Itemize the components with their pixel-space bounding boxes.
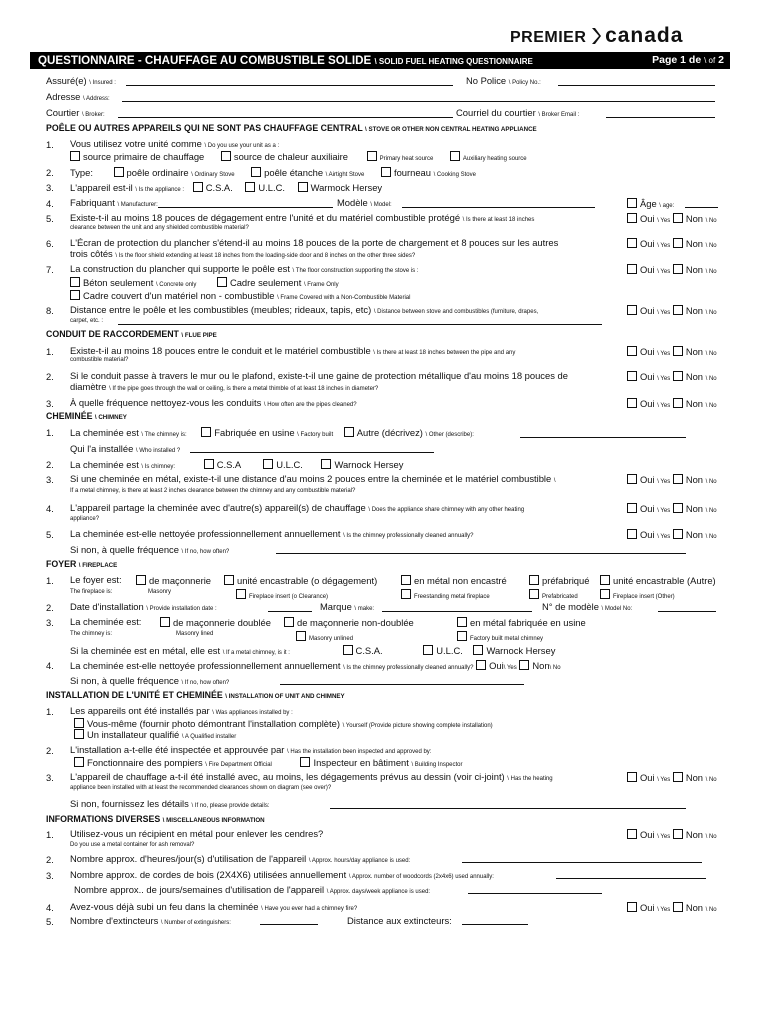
q-number: 4.: [46, 660, 54, 671]
fp-insert-other-en-checkbox[interactable]: [600, 589, 610, 599]
q-number: 5.: [46, 529, 54, 540]
fp-factory-metal-en-checkbox[interactable]: [457, 631, 467, 641]
fp-masonry-unlined-en-checkbox[interactable]: [296, 631, 306, 641]
chimney-frequency-field[interactable]: [276, 553, 686, 554]
fp-c1: de maçonnerie doublée: [160, 617, 271, 628]
yes-checkbox[interactable]: [627, 371, 637, 381]
age-field[interactable]: [685, 207, 718, 208]
install-q3-yesno: Oui \ Yes Non \ No: [627, 772, 717, 784]
installation-section-heading: INSTALLATION DE L'UNITÉ ET CHEMINÉE \ INSTALLATION OF UNIT AND CHIMNEY: [46, 690, 345, 700]
install-q1-o1: Vous-même (fournir photo démontrant l'installation complète) \ Yourself (Provide picture showing complete installation): [74, 718, 493, 730]
chimney-q4-en: appliance?: [70, 516, 100, 522]
fp-masonry-unlined-checkbox[interactable]: [284, 617, 294, 627]
q-number: 3.: [46, 617, 54, 628]
flue-q1-yesno: Oui \ Yes Non \ No: [627, 346, 717, 358]
fp-o3: en métal non encastré: [401, 575, 507, 586]
csa-checkbox[interactable]: [193, 182, 203, 192]
fp-csa-checkbox[interactable]: [343, 645, 353, 655]
yes-checkbox[interactable]: [627, 503, 637, 513]
yes-checkbox[interactable]: [627, 398, 637, 408]
q-number: 1.: [46, 575, 54, 586]
misc-q4-yesno: Oui \ Yes Non \ No: [627, 902, 717, 914]
fp-insert-zero-checkbox[interactable]: [224, 575, 234, 585]
no-checkbox[interactable]: [673, 371, 683, 381]
hours-per-day-field[interactable]: [462, 862, 702, 863]
fp-freestanding-en-checkbox[interactable]: [401, 589, 411, 599]
misc-q2: Nombre approx. d'heures/jour(s) d'utilisation de l'appareil \ Approx. hours/day appliance is used:: [70, 853, 411, 864]
fp-prefab-en-checkbox[interactable]: [529, 589, 539, 599]
frame-only-checkbox[interactable]: [217, 277, 227, 287]
flue-q2: Si le conduit passe à travers le mur ou le plafond, existe-t-il une gaine de protection métallique d'au moins 18 pouces de: [70, 370, 568, 381]
model-field[interactable]: [402, 207, 595, 208]
q-number: 2.: [46, 167, 54, 178]
fp-o4: préfabriqué: [529, 575, 589, 586]
no-checkbox[interactable]: [673, 503, 683, 513]
q-number: 3.: [46, 398, 54, 409]
fp-ulc-checkbox[interactable]: [423, 645, 433, 655]
chimney-q5b: Si non, à quelle fréquence \ If no, how often?: [70, 544, 230, 555]
q-number: 1.: [46, 427, 54, 438]
q-number: 1.: [46, 706, 54, 717]
misc-section-heading: INFORMATIONS DIVERSES \ MISCELLANEOUS INFORMATION: [46, 814, 265, 824]
q-number: 5.: [46, 213, 54, 224]
insured-field[interactable]: [126, 85, 453, 86]
chimney-q3-yesno: Oui \ Yes Non \ No: [627, 474, 717, 486]
qualified-installer-checkbox[interactable]: [74, 729, 84, 739]
q-number: 7.: [46, 264, 54, 275]
chimney-installer-field[interactable]: [190, 452, 434, 453]
primary-heat-checkbox[interactable]: [70, 151, 80, 161]
fp-prefab-checkbox[interactable]: [529, 575, 539, 585]
flue-q1: Existe-t-il au moins 18 pouces entre le conduit et le matériel combustible \ Is there at least 18 inches between the pipe and any: [70, 345, 516, 356]
fp-o5: unité encastrable (Autre): [600, 575, 716, 586]
manufacturer-field[interactable]: [158, 207, 333, 208]
no-checkbox[interactable]: [673, 213, 683, 223]
policy-field[interactable]: [558, 85, 715, 86]
flue-q2-line2: diamètre \ If the pipe goes through the wall or ceiling, is there a metal thimble of at least 18 inches in diameter?: [70, 381, 379, 392]
fp-model-label: N° de modèle \ Model No:: [542, 601, 633, 612]
q-number: 3.: [46, 182, 54, 193]
auxiliary-heat-en-checkbox[interactable]: [450, 151, 460, 161]
fp-q4: La cheminée est-elle nettoyée professionnellement annuellement \ Is the chimney professionally cleaned annually? Oui\ Yes Non\ No: [70, 660, 561, 671]
install-q3: L'appareil de chauffage a-t-il été installé avec, au moins, les dégagements prévus au dessin (voir ci-joint) \ Has the heating: [70, 771, 553, 782]
install-q1: Les appareils ont été installés par \ Was appliances installed by :: [70, 705, 293, 716]
extinguishers-field[interactable]: [260, 924, 318, 925]
ordinary-stove-checkbox[interactable]: [114, 167, 124, 177]
yes-checkbox[interactable]: [627, 238, 637, 248]
chimney-installer-label: Qui l'a installée \ Who installed ?: [70, 443, 181, 454]
q-number: 3.: [46, 870, 54, 881]
q-number: 5.: [46, 916, 54, 927]
stove-q5-yesno: Oui \ Yes Non \ No: [627, 213, 717, 225]
factory-built-checkbox[interactable]: [201, 427, 211, 437]
stove-q6-line2: trois côtés \ Is the floor shield extending at least 18 inches from the loading-side door and 8 inches on the other three sides?: [70, 248, 416, 259]
misc-q3b: Nombre approx.. de jours/semaines d'utilisation de l'appareil \ Approx. days/week appliance is used:: [74, 884, 431, 895]
extinguisher-distance-label: Distance aux extincteurs:: [347, 915, 452, 926]
yes-checkbox[interactable]: [627, 772, 637, 782]
stove-q7: La construction du plancher qui supporte le poêle est \ The floor construction supporting the stove is :: [70, 263, 419, 274]
fp-c2-en: Masonry unlined: [296, 631, 353, 643]
q-number: 1.: [46, 139, 54, 150]
age-checkbox[interactable]: [627, 198, 637, 208]
chimney-q4-yesno: Oui \ Yes Non \ No: [627, 503, 717, 515]
install-q3-en: appliance been installed with at least the recommended clearances shown on diagram (see over)?: [70, 785, 332, 791]
fp-chimney-label-en: The chimney is:: [70, 631, 113, 637]
frame-noncombustible-checkbox[interactable]: [70, 290, 80, 300]
no-checkbox[interactable]: [673, 346, 683, 356]
fp-install-date-label: Date d'installation \ Provide installation date :: [70, 601, 217, 612]
no-checkbox[interactable]: [673, 474, 683, 484]
install-q2-options: Fonctionnaire des pompiers \ Fire Department Official Inspecteur en bâtiment \ Building Inspector: [74, 757, 463, 769]
fp-c1-en: Masonry lined: [176, 631, 214, 637]
no-checkbox[interactable]: [673, 398, 683, 408]
yes-checkbox[interactable]: [627, 346, 637, 356]
fp-install-date-field[interactable]: [268, 611, 312, 612]
q-number: 2.: [46, 602, 54, 613]
fp-model-field[interactable]: [658, 611, 716, 612]
yes-checkbox[interactable]: [627, 529, 637, 539]
stove-q6-yesno: Oui \ Yes Non \ No: [627, 238, 717, 250]
woodcords-field[interactable]: [556, 878, 706, 879]
no-checkbox[interactable]: [673, 829, 683, 839]
days-per-week-field[interactable]: [468, 893, 602, 894]
airtight-stove-checkbox[interactable]: [251, 167, 261, 177]
install-q2: L'installation a-t-elle été inspectée et approuvée par \ Has the installation been inspected and approved by:: [70, 744, 432, 755]
flue-q2-yesno: Oui \ Yes Non \ No: [627, 371, 717, 383]
flue-section-heading: CONDUIT DE RACCORDEMENT \ FLUE PIPE: [46, 329, 217, 339]
flue-q1-en: combustible material?: [70, 357, 129, 363]
fp-c2: de maçonnerie non-doublée: [284, 617, 414, 628]
install-details-field[interactable]: [330, 808, 686, 809]
fp-q4-no-checkbox[interactable]: [519, 660, 529, 670]
q-number: 4.: [46, 198, 54, 209]
other-chimney-checkbox[interactable]: [344, 427, 354, 437]
stove-q8-yesno: Oui \ Yes Non \ No: [627, 305, 717, 317]
fp-freestanding-checkbox[interactable]: [401, 575, 411, 585]
no-checkbox[interactable]: [673, 305, 683, 315]
q-number: 6.: [46, 238, 54, 249]
chimney-csa-checkbox[interactable]: [204, 459, 214, 469]
chimney-ulc-checkbox[interactable]: [263, 459, 273, 469]
primary-heat-en-checkbox[interactable]: [367, 151, 377, 161]
q-number: 1.: [46, 346, 54, 357]
stove-q1-options: source primaire de chauffage source de chaleur auxiliaire Primary heat source Auxiliary heating source: [70, 151, 527, 163]
yes-checkbox[interactable]: [627, 264, 637, 274]
stove-q7-option3: Cadre couvert d'un matériel non - combustible \ Frame Covered with a Non-Combustible Material: [70, 290, 410, 302]
misc-q1-en: Do you use a metal container for ash removal?: [70, 842, 195, 848]
install-q1-o2: Un installateur qualifié \ A Qualified installer: [74, 729, 236, 741]
broker-field[interactable]: [118, 117, 453, 118]
fire-official-checkbox[interactable]: [74, 757, 84, 767]
chimney-q5-yesno: Oui \ Yes Non \ No: [627, 529, 717, 541]
fp-factory-metal-checkbox[interactable]: [457, 617, 467, 627]
stove-q8-en: carpet, etc. :: [70, 318, 104, 324]
concrete-only-checkbox[interactable]: [70, 277, 80, 287]
no-checkbox[interactable]: [673, 238, 683, 248]
fp-insert-other-checkbox[interactable]: [600, 575, 610, 585]
fp-make-field[interactable]: [382, 611, 532, 612]
broker-email-field[interactable]: [606, 117, 715, 118]
fp-o1-en: Masonry: [148, 589, 172, 595]
stove-q7-options: Béton seulement \ Concrete only Cadre seulement \ Frame Only: [70, 277, 339, 289]
fp-o3-en: Freestanding metal fireplace: [401, 589, 490, 601]
fireplace-q1-en: The fireplace is:: [70, 589, 113, 595]
fp-insert-zero-en-checkbox[interactable]: [236, 589, 246, 599]
age-label: Âge \ age:: [627, 198, 674, 210]
stove-q3: L'appareil est-il \ Is the appliance : C.S.A. U.L.C. Warmock Hersey: [70, 182, 383, 193]
q-number: 3.: [46, 474, 54, 485]
ulc-checkbox[interactable]: [245, 182, 255, 192]
fp-masonry-checkbox[interactable]: [136, 575, 146, 585]
fp-o2: unité encastrable (o dégagement): [224, 575, 377, 586]
install-q3b: Si non, fournissez les détails \ If no, please provide details:: [70, 798, 270, 809]
stove-q1: Vous utilisez votre unité comme \ Do you use your unit as a :: [70, 138, 280, 149]
broker-label: Courtier \ Broker:: [46, 107, 105, 118]
auxiliary-heat-checkbox[interactable]: [221, 151, 231, 161]
misc-q1-yesno: Oui \ Yes Non \ No: [627, 829, 717, 841]
building-inspector-checkbox[interactable]: [300, 757, 310, 767]
stove-q6: L'Écran de protection du plancher s'étend-il au moins 18 pouces de la porte de chargement et 8 pouces sur les autres: [70, 237, 559, 248]
chimney-section-heading: CHEMINÉE \ CHIMNEY: [46, 411, 127, 421]
extinguisher-distance-field[interactable]: [462, 924, 528, 925]
fp-metal-chimney: Si la cheminée est en métal, elle est \ If a metal chimney, is it : C.S.A. U.L.C. Warnock Hersey: [70, 645, 556, 656]
stove-q5: Existe-t-il au moins 18 pouces de dégagement entre l'unité et du matériel combustible protégé \ Is there at least 18 inches: [70, 212, 535, 223]
title-bar: [30, 52, 730, 69]
fp-c3-en: Factory built metal chimney: [457, 631, 543, 643]
chimney-q3-en: If a metal chimney, is there at least 2 inches clearance between the chimney and any combustible material?: [70, 488, 356, 494]
fireplace-section-heading: FOYER \ FIREPLACE: [46, 559, 118, 569]
installed-yourself-checkbox[interactable]: [74, 718, 84, 728]
yes-checkbox[interactable]: [627, 902, 637, 912]
fp-o2-en: Fireplace insert (o Clearance): [236, 589, 328, 601]
chimney-q3: Si une cheminée en métal, existe-t-il une distance d'au moins 2 pouces entre la cheminée et le matériel combustible \: [70, 473, 556, 484]
warmock-hersey-checkbox[interactable]: [298, 182, 308, 192]
chimney-q2: La cheminée est \ Is chimney: C.S.A U.L.C. Warnock Hersey: [70, 459, 404, 470]
logo-canada: canada: [605, 24, 684, 47]
stove-q5-en: clearance between the unit and any shielded combustible material?: [70, 225, 249, 231]
distance-field[interactable]: [118, 324, 602, 325]
fp-o4-en: Prefabricated: [529, 589, 578, 601]
yes-checkbox[interactable]: [627, 474, 637, 484]
chimney-q5: La cheminée est-elle nettoyée professionnellement annuellement \ Is the chimney professionally cleaned annually?: [70, 528, 474, 539]
no-checkbox[interactable]: [673, 902, 683, 912]
misc-q3: Nombre approx. de cordes de bois (2X4X6) utilisées annuellement \ Approx. number of woodcords (2x4x6) used annually:: [70, 869, 494, 880]
q-number: 2.: [46, 459, 54, 470]
no-checkbox[interactable]: [673, 264, 683, 274]
chimney-warnock-checkbox[interactable]: [321, 459, 331, 469]
policy-label: No Police \ Policy No.:: [466, 75, 541, 86]
chimney-q4: L'appareil partage la cheminée avec d'autre(s) appareil(s) de chauffage \ Does the appliance share chimney with any other heating: [70, 502, 525, 513]
fp-o1: de maçonnerie: [136, 575, 211, 586]
misc-q1: Utilisez-vous un récipient en métal pour enlever les cendres?: [70, 828, 324, 839]
fp-o5-en: Fireplace insert (Other): [600, 589, 675, 601]
q-number: 1.: [46, 829, 54, 840]
flue-q3-yesno: Oui \ Yes Non \ No: [627, 398, 717, 410]
q-number: 4.: [46, 902, 54, 913]
stove-q7-yesno: Oui \ Yes Non \ No: [627, 264, 717, 276]
q-number: 3.: [46, 772, 54, 783]
yes-checkbox[interactable]: [627, 305, 637, 315]
no-checkbox[interactable]: [673, 529, 683, 539]
page-title: QUESTIONNAIRE - CHAUFFAGE AU COMBUSTIBLE SOLIDE \ SOLID FUEL HEATING QUESTIONNAIRE: [38, 54, 533, 67]
cooking-stove-checkbox[interactable]: [381, 167, 391, 177]
address-field[interactable]: [122, 101, 715, 102]
misc-q4: Avez-vous déjà subi un feu dans la cheminée \ Have you ever had a chimney fire?: [70, 901, 358, 912]
flue-q3: À quelle fréquence nettoyez-vous les conduits \ How often are the pipes cleaned?: [70, 397, 357, 408]
fireplace-q1: Le foyer est:: [70, 574, 122, 585]
q-number: 8.: [46, 305, 54, 316]
logo-premier: PREMIER: [510, 29, 587, 46]
no-checkbox[interactable]: [673, 772, 683, 782]
q-number: 2.: [46, 854, 54, 865]
insured-label: Assuré(e) \ Insured :: [46, 75, 116, 86]
yes-checkbox[interactable]: [627, 829, 637, 839]
model-label: Modèle \ Model:: [337, 197, 392, 208]
stove-q2: Type: poêle ordinaire \ Ordinary Stove poêle étanche \ Airtight Stove fourneau \ Cooking Stove: [70, 167, 476, 178]
q-number: 4.: [46, 503, 54, 514]
fp-warnock-checkbox[interactable]: [473, 645, 483, 655]
page-indicator: Page 1 de \ of 2: [652, 54, 724, 66]
fp-make-label: Marque \ make:: [320, 601, 375, 612]
chevron-logo-icon: [591, 27, 601, 45]
broker-email-label: Courriel du courtier \ Broker Email :: [456, 107, 580, 118]
fp-q4b: Si non, à quelle fréquence \ If no, how often?: [70, 675, 230, 686]
manufacturer-label: Fabriquant \ Manufacturer:: [70, 197, 158, 208]
yes-checkbox[interactable]: [627, 213, 637, 223]
fp-c3: en métal fabriquée en usine: [457, 617, 586, 628]
chimney-q1: La cheminée est \ The chimney is: Fabriquée en usine \ Factory built Autre (décrivez) \ Other (describe):: [70, 427, 474, 438]
premier-canada-logo: [510, 24, 683, 48]
chimney-other-field[interactable]: [520, 437, 686, 438]
stove-section-heading: POÊLE OU AUTRES APPAREILS QUI NE SONT PAS CHAUFFAGE CENTRAL \ STOVE OR OTHER NON CENTRAL HEATING APPLIANCE: [46, 123, 537, 133]
fp-chimney-label: La cheminée est:: [70, 616, 142, 627]
misc-q5: Nombre d'extincteurs \ Number of extinguishers:: [70, 915, 231, 926]
fp-masonry-lined-checkbox[interactable]: [160, 617, 170, 627]
address-label: Adresse \ Address:: [46, 91, 110, 102]
stove-q8: Distance entre le poêle et les combustibles (meubles; rideaux, tapis, etc) \ Distance between stove and combustibles (furniture, drapes,: [70, 304, 539, 315]
fp-frequency-field[interactable]: [280, 684, 524, 685]
q-number: 2.: [46, 371, 54, 382]
q-number: 2.: [46, 745, 54, 756]
fp-q4-yes-checkbox[interactable]: [476, 660, 486, 670]
